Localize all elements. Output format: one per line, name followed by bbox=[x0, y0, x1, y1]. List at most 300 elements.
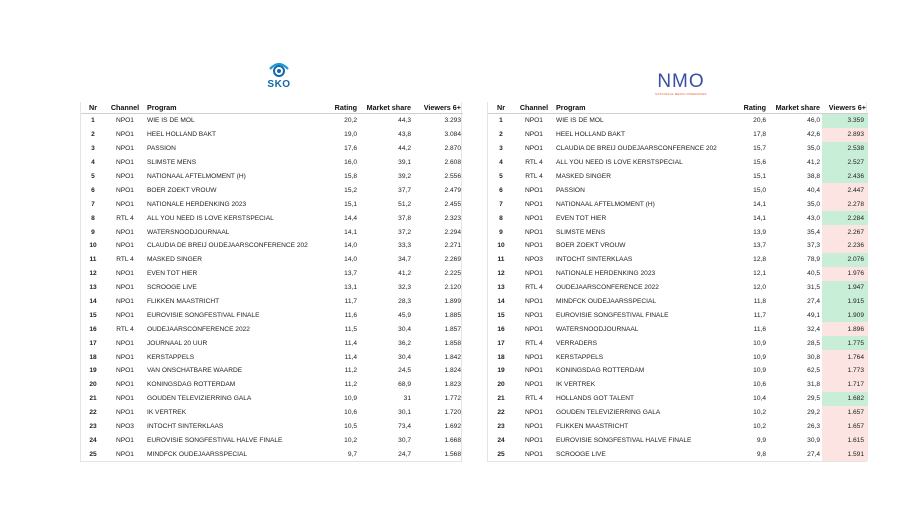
cell-channel: NPO1 bbox=[525, 325, 543, 333]
cell-rating: 11,7 bbox=[753, 311, 766, 319]
cell-viewers: 2.236 bbox=[822, 239, 868, 253]
cell-rating: 13,9 bbox=[753, 228, 766, 236]
table-row bbox=[81, 225, 463, 239]
cell-channel: NPO1 bbox=[525, 200, 543, 208]
cell-rating: 14,4 bbox=[344, 214, 357, 222]
cell-nr: 24 bbox=[89, 436, 97, 444]
cell-program: PASSION bbox=[147, 145, 176, 153]
column-header-viewers: Viewers 6+ bbox=[822, 102, 868, 114]
cell-nr: 8 bbox=[499, 214, 503, 222]
cell-nr: 13 bbox=[89, 284, 97, 292]
cell-program: FLIKKEN MAASTRICHT bbox=[147, 298, 220, 306]
cell-channel: NPO1 bbox=[116, 242, 134, 250]
cell-rating: 13,1 bbox=[344, 284, 357, 292]
cell-program: EUROVISIE SONGFESTIVAL HALVE FINALE bbox=[556, 436, 692, 444]
cell-channel: NPO1 bbox=[525, 423, 543, 431]
table-row bbox=[81, 267, 463, 281]
cell-channel: NPO1 bbox=[525, 436, 543, 444]
sko-logo bbox=[80, 62, 462, 100]
cell-viewers: 1.885 bbox=[444, 311, 461, 319]
cell-viewers: 1.976 bbox=[822, 267, 868, 281]
cell-nr: 22 bbox=[89, 409, 97, 417]
cell-channel: NPO1 bbox=[116, 117, 134, 125]
cell-market-share: 31,5 bbox=[807, 284, 820, 292]
cell-rating: 11,5 bbox=[344, 325, 357, 333]
cell-viewers: 1.568 bbox=[444, 450, 461, 458]
cell-nr: 18 bbox=[89, 353, 97, 361]
table-row bbox=[488, 156, 868, 170]
cell-nr: 23 bbox=[497, 423, 505, 431]
cell-market-share: 31 bbox=[403, 395, 411, 403]
cell-market-share: 28,5 bbox=[807, 339, 820, 347]
table-row bbox=[488, 225, 868, 239]
cell-viewers: 1.717 bbox=[822, 378, 868, 392]
column-header-nr: Nr bbox=[81, 102, 105, 114]
cell-market-share: 43,0 bbox=[807, 214, 820, 222]
cell-program: CLAUDIA DE BREIJ OUDEJAARSCONFERENCE 202 bbox=[147, 242, 308, 250]
cell-nr: 15 bbox=[497, 311, 505, 319]
cell-market-share: 30,8 bbox=[807, 353, 820, 361]
table-row bbox=[81, 364, 463, 378]
cell-market-share: 45,9 bbox=[398, 311, 411, 319]
column-header-viewers: Viewers 6+ bbox=[413, 102, 463, 114]
cell-viewers: 1.615 bbox=[822, 433, 868, 447]
cell-channel: NPO1 bbox=[116, 311, 134, 319]
cell-market-share: 27,4 bbox=[807, 298, 820, 306]
cell-program: NATIONALE HERDENKING 2023 bbox=[147, 200, 247, 208]
table-row bbox=[81, 322, 463, 336]
cell-channel: NPO1 bbox=[116, 381, 134, 389]
cell-channel: NPO1 bbox=[525, 450, 543, 458]
table-row bbox=[81, 447, 463, 461]
cell-nr: 4 bbox=[499, 159, 503, 167]
cell-channel: NPO1 bbox=[525, 409, 543, 417]
cell-market-share: 35,0 bbox=[807, 145, 820, 153]
column-header-program: Program bbox=[554, 102, 734, 114]
cell-rating: 12,1 bbox=[753, 270, 766, 278]
cell-viewers: 2.278 bbox=[822, 197, 868, 211]
table-row bbox=[81, 281, 463, 295]
cell-channel: NPO1 bbox=[525, 353, 543, 361]
cell-channel: NPO1 bbox=[525, 270, 543, 278]
cell-market-share: 32,3 bbox=[398, 284, 411, 292]
nmo-logo-mark bbox=[655, 72, 707, 96]
cell-rating: 9,9 bbox=[756, 436, 766, 444]
cell-nr: 6 bbox=[91, 186, 95, 194]
cell-nr: 1 bbox=[499, 117, 503, 125]
cell-market-share: 30,4 bbox=[398, 353, 411, 361]
sko-table-body bbox=[81, 114, 463, 462]
cell-channel: RTL 4 bbox=[525, 395, 543, 403]
cell-channel: RTL 4 bbox=[116, 256, 134, 264]
cell-channel: NPO1 bbox=[116, 395, 134, 403]
cell-channel: NPO1 bbox=[116, 436, 134, 444]
table-row bbox=[81, 239, 463, 253]
cell-program: HOLLANDS GOT TALENT bbox=[556, 395, 635, 403]
cell-rating: 13,7 bbox=[344, 270, 357, 278]
cell-viewers: 2.323 bbox=[444, 214, 461, 222]
cell-viewers: 2.893 bbox=[822, 128, 868, 142]
cell-nr: 20 bbox=[497, 381, 505, 389]
cell-channel: NPO1 bbox=[116, 353, 134, 361]
table-row bbox=[488, 253, 868, 267]
cell-rating: 15,0 bbox=[753, 186, 766, 194]
cell-rating: 10,5 bbox=[344, 423, 357, 431]
cell-nr: 10 bbox=[497, 242, 505, 250]
cell-viewers: 2.870 bbox=[444, 145, 461, 153]
cell-viewers: 2.284 bbox=[822, 211, 868, 225]
cell-rating: 20,6 bbox=[753, 117, 766, 125]
cell-market-share: 37,2 bbox=[398, 228, 411, 236]
cell-viewers: 2.294 bbox=[444, 228, 461, 236]
cell-program: EVEN TOT HIER bbox=[556, 214, 607, 222]
cell-rating: 15,1 bbox=[753, 173, 766, 180]
table-row bbox=[488, 295, 868, 309]
table-row bbox=[488, 281, 868, 295]
table-row bbox=[81, 170, 463, 184]
table-row bbox=[488, 447, 868, 461]
table-row bbox=[81, 336, 463, 350]
cell-viewers: 1.657 bbox=[822, 420, 868, 434]
cell-rating: 10,2 bbox=[344, 436, 357, 444]
cell-market-share: 30,1 bbox=[398, 409, 411, 417]
cell-nr: 7 bbox=[91, 200, 95, 208]
cell-nr: 12 bbox=[497, 270, 505, 278]
table-row bbox=[81, 433, 463, 447]
cell-program: GOUDEN TELEVIZIERRING GALA bbox=[147, 395, 252, 403]
sko-table bbox=[81, 102, 463, 461]
cell-rating: 17,6 bbox=[344, 145, 357, 153]
nmo-logo-subtext: NATIONALE MEDIA ONDERZOEK bbox=[655, 92, 707, 96]
table-row bbox=[488, 128, 868, 142]
cell-program: CLAUDIA DE BREIJ OUDEJAARSCONFERENCE 202 bbox=[556, 145, 717, 153]
cell-market-share: 24,5 bbox=[398, 367, 411, 375]
cell-rating: 14,1 bbox=[753, 214, 766, 222]
column-header-program: Program bbox=[145, 102, 323, 114]
cell-program: JOURNAAL 20 UUR bbox=[147, 339, 208, 347]
eye-icon bbox=[268, 62, 290, 78]
cell-viewers: 2.455 bbox=[444, 200, 461, 208]
cell-viewers: 1.775 bbox=[822, 336, 868, 350]
cell-program: EVEN TOT HIER bbox=[147, 270, 198, 278]
cell-market-share: 26,3 bbox=[807, 423, 820, 431]
cell-market-share: 43,8 bbox=[398, 131, 411, 139]
table-row bbox=[488, 114, 868, 128]
cell-viewers: 2.267 bbox=[822, 225, 868, 239]
table-row bbox=[488, 392, 868, 406]
cell-market-share: 35,0 bbox=[807, 200, 820, 208]
cell-channel: NPO1 bbox=[116, 409, 134, 417]
table-row bbox=[81, 211, 463, 225]
cell-program: SLIMSTE MENS bbox=[556, 228, 606, 236]
cell-rating: 13,7 bbox=[753, 242, 766, 250]
cell-viewers: 1.896 bbox=[822, 322, 868, 336]
cell-channel: NPO1 bbox=[116, 367, 134, 375]
cell-market-share: 30,9 bbox=[807, 436, 820, 444]
cell-program: HEEL HOLLAND BAKT bbox=[556, 131, 626, 139]
cell-rating: 10,9 bbox=[344, 395, 357, 403]
cell-nr: 2 bbox=[91, 131, 95, 139]
cell-nr: 16 bbox=[89, 325, 97, 333]
cell-rating: 15,7 bbox=[753, 145, 766, 153]
cell-viewers: 1.657 bbox=[822, 406, 868, 420]
cell-channel: RTL 4 bbox=[116, 214, 134, 222]
cell-program: HEEL HOLLAND BAKT bbox=[147, 131, 217, 139]
cell-nr: 8 bbox=[91, 214, 95, 222]
cell-rating: 10,9 bbox=[753, 367, 766, 375]
cell-market-share: 49,1 bbox=[807, 311, 820, 319]
cell-channel: RTL 4 bbox=[525, 339, 543, 347]
table-row bbox=[488, 170, 868, 184]
cell-viewers: 1.682 bbox=[822, 392, 868, 406]
table-row bbox=[488, 183, 868, 197]
cell-market-share: 36,2 bbox=[398, 339, 411, 347]
cell-rating: 11,7 bbox=[344, 298, 357, 306]
cell-market-share: 39,1 bbox=[398, 159, 411, 167]
cell-nr: 6 bbox=[499, 186, 503, 194]
cell-viewers: 2.269 bbox=[444, 256, 461, 264]
cell-market-share: 30,4 bbox=[398, 325, 411, 333]
cell-viewers: 1.915 bbox=[822, 295, 868, 309]
cell-channel: RTL 4 bbox=[525, 159, 543, 167]
cell-market-share: 42,6 bbox=[807, 131, 820, 139]
cell-nr: 9 bbox=[91, 228, 95, 236]
cell-nr: 9 bbox=[499, 228, 503, 236]
cell-market-share: 73,4 bbox=[398, 423, 411, 431]
table-row bbox=[81, 350, 463, 364]
cell-nr: 18 bbox=[497, 353, 505, 361]
cell-channel: NPO1 bbox=[525, 131, 543, 139]
cell-market-share: 34,7 bbox=[398, 256, 411, 264]
cell-channel: NPO1 bbox=[116, 228, 134, 236]
cell-nr: 19 bbox=[497, 367, 505, 375]
cell-program: SCROOGE LIVE bbox=[556, 450, 606, 458]
cell-rating: 10,4 bbox=[753, 395, 766, 403]
column-header-nr: Nr bbox=[488, 102, 514, 114]
cell-viewers: 1.824 bbox=[444, 367, 461, 375]
cell-program: MASKED SINGER bbox=[147, 256, 202, 264]
table-row bbox=[488, 142, 868, 156]
sko-panel bbox=[80, 62, 462, 462]
cell-market-share: 46,0 bbox=[807, 117, 820, 125]
cell-viewers: 2.271 bbox=[444, 242, 461, 250]
table-row bbox=[81, 114, 463, 128]
cell-rating: 15,2 bbox=[344, 186, 357, 194]
table-row bbox=[488, 211, 868, 225]
table-row bbox=[488, 433, 868, 447]
cell-rating: 11,6 bbox=[753, 325, 766, 333]
cell-program: EUROVISIE SONGFESTIVAL HALVE FINALE bbox=[147, 436, 283, 444]
cell-market-share: 37,8 bbox=[398, 214, 411, 222]
cell-channel: NPO1 bbox=[525, 117, 543, 125]
cell-program: BOER ZOEKT VROUW bbox=[556, 242, 626, 250]
table-row bbox=[81, 156, 463, 170]
cell-channel: NPO1 bbox=[116, 450, 134, 458]
cell-market-share: 32,4 bbox=[807, 325, 820, 333]
cell-channel: NPO1 bbox=[116, 131, 134, 139]
cell-rating: 11,6 bbox=[344, 311, 357, 319]
cell-channel: NPO1 bbox=[116, 145, 134, 153]
cell-rating: 15,8 bbox=[344, 173, 357, 180]
table-row bbox=[81, 253, 463, 267]
cell-market-share: 33,3 bbox=[398, 242, 411, 250]
cell-channel: NPO1 bbox=[525, 145, 543, 153]
cell-viewers: 1.842 bbox=[444, 353, 461, 361]
cell-market-share: 29,2 bbox=[807, 409, 820, 417]
table-row bbox=[81, 183, 463, 197]
cell-viewers: 3.359 bbox=[822, 114, 868, 128]
cell-viewers: 1.858 bbox=[444, 339, 461, 347]
cell-market-share: 28,3 bbox=[398, 298, 411, 306]
column-header-channel: Channel bbox=[514, 102, 554, 114]
cell-program: WIE IS DE MOL bbox=[556, 117, 604, 125]
cell-nr: 24 bbox=[497, 436, 505, 444]
table-row bbox=[81, 142, 463, 156]
table-row bbox=[488, 364, 868, 378]
cell-rating: 10,2 bbox=[753, 409, 766, 417]
column-header-rating: Rating bbox=[323, 102, 359, 114]
cell-channel: NPO1 bbox=[525, 381, 543, 389]
cell-channel: NPO1 bbox=[116, 339, 134, 347]
sko-logo-mark bbox=[267, 62, 290, 90]
cell-channel: NPO1 bbox=[116, 200, 134, 208]
table-row bbox=[488, 406, 868, 420]
cell-program: MINDFCK OUDEJAARSSPECIAL bbox=[556, 298, 657, 306]
nmo-table-wrap bbox=[487, 102, 867, 462]
cell-viewers: 1.591 bbox=[822, 447, 868, 461]
cell-program: IK VERTREK bbox=[556, 381, 596, 389]
table-row bbox=[81, 308, 463, 322]
cell-channel: NPO1 bbox=[116, 284, 134, 292]
cell-channel: NPO1 bbox=[525, 367, 543, 375]
cell-nr: 5 bbox=[499, 173, 503, 180]
cell-viewers: 1.764 bbox=[822, 350, 868, 364]
cell-program: MINDFCK OUDEJAARSSPECIAL bbox=[147, 450, 248, 458]
nmo-panel bbox=[487, 62, 867, 462]
cell-viewers: 1.899 bbox=[444, 298, 461, 306]
cell-viewers: 2.608 bbox=[444, 159, 461, 167]
cell-channel: RTL 4 bbox=[116, 325, 134, 333]
cell-channel: NPO1 bbox=[116, 270, 134, 278]
cell-nr: 16 bbox=[497, 325, 505, 333]
cell-market-share: 39,2 bbox=[398, 173, 411, 180]
cell-channel: NPO1 bbox=[525, 214, 543, 222]
cell-market-share: 38,8 bbox=[807, 173, 820, 180]
table-row bbox=[488, 420, 868, 434]
table-row bbox=[81, 378, 463, 392]
table-row bbox=[488, 378, 868, 392]
cell-program: KERSTAPPELS bbox=[147, 353, 195, 361]
cell-channel: NPO1 bbox=[525, 228, 543, 236]
cell-viewers: 1.772 bbox=[444, 395, 461, 403]
cell-market-share: 41,2 bbox=[807, 159, 820, 167]
column-header-market-share: Market share bbox=[768, 102, 822, 114]
cell-nr: 2 bbox=[499, 131, 503, 139]
cell-viewers: 2.225 bbox=[444, 270, 461, 278]
table-row bbox=[488, 322, 868, 336]
cell-rating: 11,8 bbox=[753, 298, 766, 306]
cell-program: VAN ONSCHATBARE WAARDE bbox=[147, 367, 243, 375]
sko-logo-text: SKO bbox=[267, 79, 291, 90]
cell-nr: 15 bbox=[89, 311, 97, 319]
cell-nr: 21 bbox=[497, 395, 505, 403]
cell-viewers: 3.084 bbox=[444, 131, 461, 139]
cell-nr: 20 bbox=[89, 381, 97, 389]
nmo-table-body bbox=[488, 114, 868, 462]
cell-program: WIE IS DE MOL bbox=[147, 117, 195, 125]
table-row bbox=[81, 406, 463, 420]
cell-viewers: 2.479 bbox=[444, 186, 461, 194]
cell-market-share: 51,2 bbox=[398, 200, 411, 208]
cell-viewers: 3.293 bbox=[444, 117, 461, 125]
sko-header-row bbox=[81, 102, 463, 114]
cell-channel: NPO1 bbox=[116, 159, 134, 167]
cell-nr: 21 bbox=[89, 395, 97, 403]
cell-rating: 9,7 bbox=[347, 450, 357, 458]
cell-market-share: 31,8 bbox=[807, 381, 820, 389]
cell-program: OUDEJAARSCONFERENCE 2022 bbox=[147, 325, 250, 333]
cell-program: NATIONAAL AFTELMOMENT (H) bbox=[147, 173, 246, 180]
cell-program: SCROOGE LIVE bbox=[147, 284, 197, 292]
cell-nr: 3 bbox=[91, 145, 95, 153]
cell-viewers: 2.436 bbox=[822, 170, 868, 184]
column-header-channel: Channel bbox=[105, 102, 145, 114]
cell-nr: 1 bbox=[91, 117, 95, 125]
cell-viewers: 1.909 bbox=[822, 308, 868, 322]
cell-viewers: 2.076 bbox=[822, 253, 868, 267]
cell-nr: 4 bbox=[91, 159, 95, 167]
cell-rating: 10,9 bbox=[753, 353, 766, 361]
cell-program: WATERSNOODJOURNAAL bbox=[147, 228, 230, 236]
cell-rating: 11,2 bbox=[344, 381, 357, 389]
table-row bbox=[488, 350, 868, 364]
cell-nr: 22 bbox=[497, 409, 505, 417]
cell-viewers: 2.538 bbox=[822, 142, 868, 156]
cell-channel: RTL 4 bbox=[525, 284, 543, 292]
cell-program: WATERSNOODJOURNAAL bbox=[556, 325, 639, 333]
cell-program: SLIMSTE MENS bbox=[147, 159, 197, 167]
cell-nr: 11 bbox=[497, 256, 505, 264]
cell-viewers: 1.692 bbox=[444, 423, 461, 431]
cell-program: EUROVISIE SONGFESTIVAL FINALE bbox=[556, 311, 669, 319]
cell-market-share: 29,5 bbox=[807, 395, 820, 403]
cell-program: KERSTAPPELS bbox=[556, 353, 604, 361]
cell-program: BOER ZOEKT VROUW bbox=[147, 186, 217, 194]
cell-market-share: 41,2 bbox=[398, 270, 411, 278]
cell-rating: 11,4 bbox=[344, 339, 357, 347]
cell-program: ALL YOU NEED IS LOVE KERSTSPECIAL bbox=[556, 159, 683, 167]
cell-rating: 12,8 bbox=[753, 256, 766, 264]
cell-market-share: 37,3 bbox=[807, 242, 820, 250]
cell-program: FLIKKEN MAASTRICHT bbox=[556, 423, 629, 431]
cell-market-share: 68,9 bbox=[398, 381, 411, 389]
cell-market-share: 35,4 bbox=[807, 228, 820, 236]
sko-table-wrap bbox=[80, 102, 462, 462]
cell-viewers: 2.447 bbox=[822, 183, 868, 197]
cell-viewers: 2.556 bbox=[444, 173, 461, 180]
cell-market-share: 78,9 bbox=[807, 256, 820, 264]
table-row bbox=[81, 392, 463, 406]
cell-program: VERRADERS bbox=[556, 339, 598, 347]
cell-rating: 11,4 bbox=[344, 353, 357, 361]
cell-nr: 10 bbox=[89, 242, 97, 250]
cell-program: EUROVISIE SONGFESTIVAL FINALE bbox=[147, 311, 260, 319]
cell-market-share: 44,3 bbox=[398, 117, 411, 125]
cell-program: IK VERTREK bbox=[147, 409, 187, 417]
cell-channel: NPO1 bbox=[116, 173, 134, 180]
cell-program: OUDEJAARSCONFERENCE 2022 bbox=[556, 284, 659, 292]
column-header-rating: Rating bbox=[734, 102, 768, 114]
